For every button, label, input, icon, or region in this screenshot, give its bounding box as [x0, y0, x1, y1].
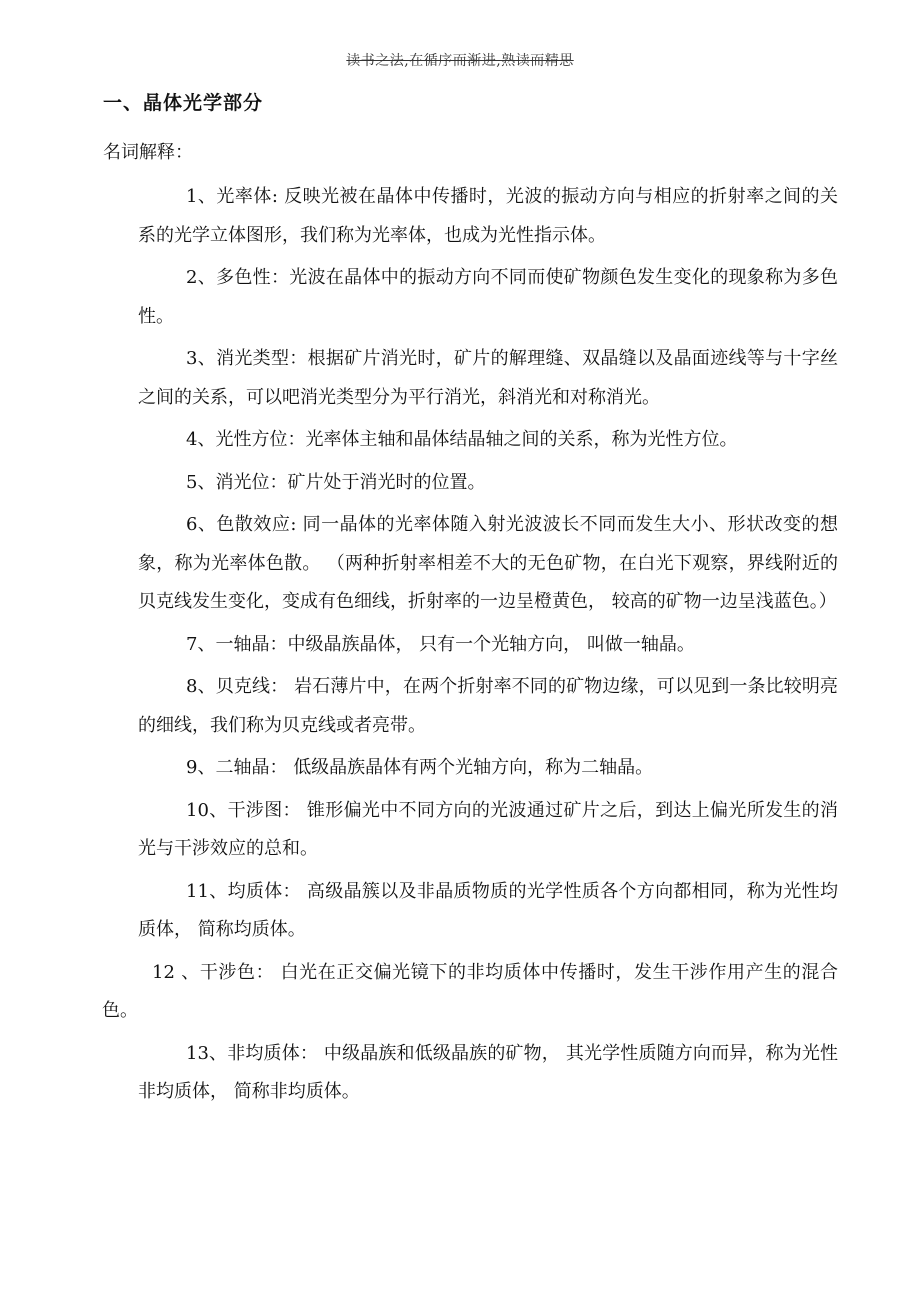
item-term: 光率体 — [216, 186, 272, 207]
item-definition: 同一晶体的光率体随入射光波波长不同而发生大小、形状改变的想象，称为光率体色散。 （两种折射率相差不大的无色矿物，在白光下观察，界线附近的贝克线发生变化，变成有色细线，折射率的一边呈橙黄色， 较高的矿物一边呈浅蓝色。） — [138, 514, 839, 612]
item-definition: 高级晶簇以及非晶质物质的光学性质各个方向都相同，称为光性均质体， 简称均质体。 — [138, 880, 839, 940]
item-separator: ： — [299, 1042, 324, 1064]
item-separator: ： — [287, 429, 306, 450]
definition-item — [138, 873, 838, 950]
item-separator: ： — [282, 880, 307, 902]
item-number: 13、 — [186, 1042, 228, 1064]
item-number: 6、 — [186, 514, 217, 535]
item-term: 一轴晶 — [215, 633, 270, 655]
item-separator: ： — [269, 757, 294, 778]
item-term: 色散效应 — [216, 514, 291, 535]
item-definition: 中级晶族晶体， 只有一个光轴方向， 叫做一轴晶。 — [287, 633, 695, 655]
definition-item — [138, 668, 838, 745]
item-number: 3、 — [186, 348, 217, 369]
item-number: 9、 — [186, 757, 216, 778]
item-number: 10、 — [186, 799, 228, 821]
item-term: 消光位 — [215, 471, 270, 493]
item-term: 非均质体 — [227, 1042, 300, 1064]
item-separator: ： — [255, 961, 281, 983]
definition-item — [138, 421, 838, 460]
item-term: 干涉色 — [199, 961, 256, 983]
item-number: 5、 — [186, 471, 216, 493]
item-number: 4、 — [186, 429, 216, 450]
definition-item — [138, 178, 838, 255]
intro-label: 名词解释： — [103, 142, 193, 163]
definition-item — [102, 954, 838, 1031]
definition-item — [138, 1035, 838, 1112]
item-definition: 矿片处于消光时的位置。 — [287, 471, 486, 493]
definition-item — [138, 506, 838, 622]
item-separator: : — [271, 186, 285, 207]
definition-item — [138, 340, 838, 417]
item-separator: ： — [282, 799, 307, 821]
section-title: 一、晶体光学部分 — [103, 92, 264, 114]
item-number: 12 、 — [152, 961, 200, 983]
item-term: 干涉图 — [227, 799, 283, 821]
item-term: 二轴晶 — [215, 757, 270, 778]
item-definition: 白光在正交偏光镜下的非均质体中传播时，发生干涉作用产生的混合色。 — [102, 961, 838, 1021]
item-number: 1、 — [186, 186, 217, 207]
definition-item — [138, 749, 838, 788]
item-term: 光性方位 — [215, 429, 288, 450]
running-header: 读书之法,在循序而渐进,熟读而精思 — [346, 53, 574, 69]
item-separator: ： — [269, 471, 288, 493]
item-definition: 中级晶族和低级晶族的矿物， 其光学性质随方向而异，称为光性非均质体， 简称非均质体。 — [138, 1042, 839, 1102]
item-definition: 岩石薄片中，在两个折射率不同的矿物边缘，可以见到一条比较明亮的细线，我们称为贝克线或者亮带。 — [138, 676, 839, 736]
item-number: 2、 — [186, 267, 217, 288]
definition-item — [138, 626, 838, 665]
item-definition: 低级晶族晶体有两个光轴方向，称为二轴晶。 — [293, 757, 654, 778]
item-separator: ： — [289, 348, 308, 369]
item-separator: ： — [270, 676, 295, 697]
item-definition: 锥形偏光中不同方向的光波通过矿片之后，到达上偏光所发生的消光与干涉效应的总和。 — [138, 799, 839, 859]
definition-item — [138, 792, 838, 869]
item-number: 11、 — [186, 880, 228, 902]
item-number: 8、 — [186, 676, 216, 697]
item-term: 均质体 — [227, 880, 283, 902]
item-separator: : — [290, 514, 303, 535]
item-term: 消光类型 — [216, 348, 290, 369]
item-definition: 光率体主轴和晶体结晶轴之间的关系，称为光性方位。 — [305, 429, 738, 450]
item-separator: ： — [269, 633, 288, 655]
item-definition: 反映光被在晶体中传播时，光波的振动方向与相应的折射率之间的关系的光学立体图形，我们称为光率体，也成为光性指示体。 — [138, 186, 839, 246]
item-definition: 光波在晶体中的振动方向不同而使矿物颜色发生变化的现象称为多色性。 — [138, 267, 839, 327]
definition-item — [138, 259, 838, 336]
item-term: 多色性 — [216, 267, 271, 288]
definition-item — [138, 464, 838, 503]
item-separator: ： — [270, 267, 290, 288]
item-term: 贝克线 — [215, 676, 271, 697]
definition-list — [102, 178, 839, 1116]
item-number: 7、 — [186, 633, 216, 655]
item-definition: 根据矿片消光时，矿片的解理缝、双晶缝以及晶面迹线等与十字丝之间的关系，可以吧消光类型分为平行消光，斜消光和对称消光。 — [138, 348, 839, 408]
